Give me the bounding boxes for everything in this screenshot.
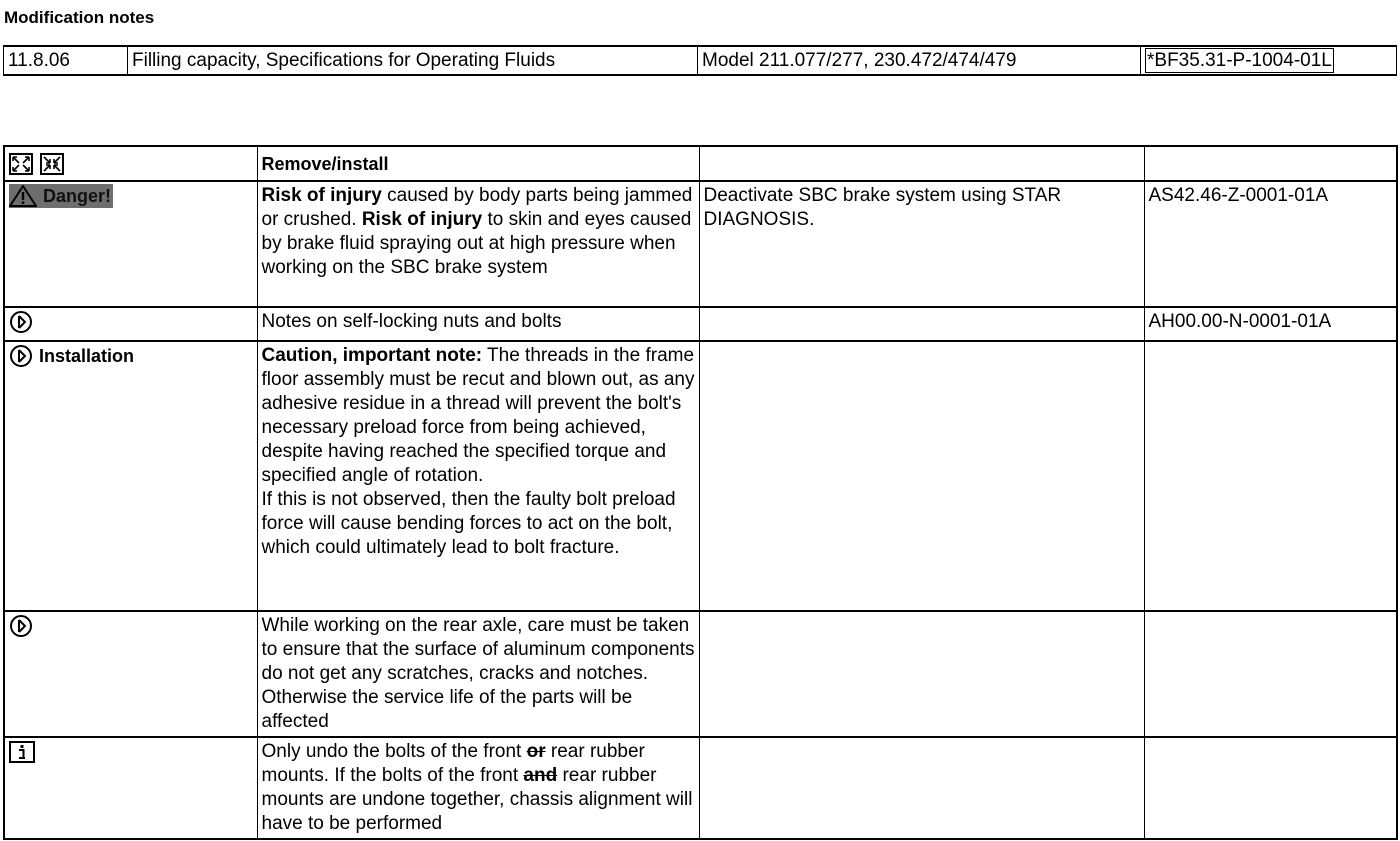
installation-label: Installation: [39, 346, 135, 366]
info-text: rear rubber mounts are undone together, chassis alignment will have to be performed: [261, 765, 693, 834]
modification-subject: Filling capacity, Specifications for Operating Fluids: [128, 46, 698, 75]
modification-row: [4, 46, 1397, 75]
row-text-cell: [257, 181, 699, 307]
row-text-cell: [257, 341, 699, 611]
row-marker-cell: [4, 307, 257, 341]
danger-badge: [9, 184, 113, 208]
header-label: Remove/install: [257, 146, 699, 181]
modification-table: [3, 45, 1397, 76]
table-row: [4, 307, 1397, 341]
header-row: [4, 146, 1397, 181]
row-reference-cell: [1144, 611, 1397, 737]
warning-triangle-icon: [9, 185, 37, 207]
note-marker-icon: [9, 344, 33, 368]
danger-label: Danger!: [43, 186, 112, 206]
row-note-cell: [699, 341, 1144, 611]
row-marker-cell: [4, 341, 257, 611]
risk-text: caused by body parts being jammed or crushed.: [261, 185, 693, 230]
note-marker-icon: [9, 310, 33, 334]
table-row: [4, 341, 1397, 611]
row-reference-link[interactable]: AH00.00-N-0001-01A: [1144, 307, 1397, 341]
header-icons-cell: [4, 146, 257, 181]
header-empty-cell: [1144, 146, 1397, 181]
row-note-cell: [699, 307, 1144, 341]
row-note-cell: [699, 611, 1144, 737]
risk-label: Risk of injury: [361, 209, 483, 230]
row-reference-link[interactable]: AS42.46-Z-0001-01A: [1144, 181, 1397, 307]
row-text-cell: Notes on self-locking nuts and bolts: [257, 307, 699, 341]
row-note-cell: [699, 737, 1144, 839]
procedure-table: [3, 145, 1398, 840]
struck-word: and: [523, 765, 558, 786]
row-marker-cell: [4, 737, 257, 839]
row-marker-cell: [4, 611, 257, 737]
row-text-cell: [257, 737, 699, 839]
modification-reference-cell: [1141, 46, 1397, 75]
struck-word: or: [526, 741, 546, 762]
collapse-icon[interactable]: [40, 153, 64, 175]
row-marker-cell: [4, 181, 257, 307]
risk-text: to skin and eyes caused by brake fluid spraying out at high pressure when working on the SBC brake system: [261, 209, 692, 278]
risk-label: Risk of injury: [261, 185, 382, 206]
modification-model: Model 211.077/277, 230.472/474/479: [698, 46, 1141, 75]
row-note-cell: Deactivate SBC brake system using STAR DIAGNOSIS.: [699, 181, 1144, 307]
row-reference-cell: [1144, 341, 1397, 611]
note-marker-icon: [9, 614, 33, 638]
caution-text: If this is not observed, then the faulty bolt preload force will cause bending forces to act on the bolt, which could ultimately lead to bolt fracture.: [261, 489, 676, 558]
caution-text: The threads in the frame floor assembly must be recut and blown out, as any adhesive residue in a thread will prevent the bolt's necessary preload force from being achieved, despite having reached the specified torque and specified angle of rotation.: [261, 345, 695, 486]
modification-date: 11.8.06: [4, 46, 128, 75]
info-icon: [9, 741, 35, 763]
info-text: rear rubber mounts. If the bolts of the front: [261, 741, 645, 786]
caution-label: Caution, important note:: [261, 345, 483, 366]
modification-reference-link[interactable]: *BF35.31-P-1004-01L: [1147, 50, 1332, 71]
expand-icon[interactable]: [9, 153, 33, 175]
table-row: [4, 181, 1397, 307]
row-text-cell: While working on the rear axle, care must be taken to ensure that the surface of aluminum components do not get any scratches, cracks and notches. Otherwise the service life of the parts will be affected: [257, 611, 699, 737]
info-text: Only undo the bolts of the front: [261, 741, 527, 762]
table-row: [4, 737, 1397, 839]
header-empty-cell: [699, 146, 1144, 181]
table-row: [4, 611, 1397, 737]
row-reference-cell: [1144, 737, 1397, 839]
page-title: Modification notes: [4, 8, 155, 27]
